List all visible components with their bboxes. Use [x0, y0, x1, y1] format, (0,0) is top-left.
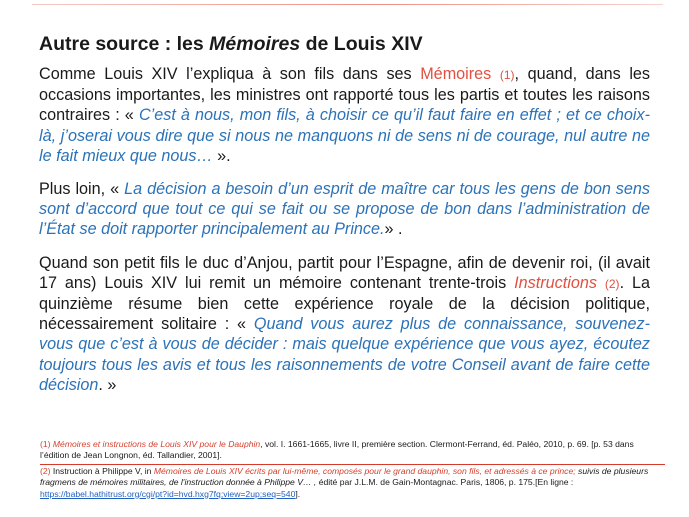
- paragraph-2: Plus loin, « La décision a besoin d’un esprit de maître car tous les gens de bon sens sont d’accord que tout ce qui se fait ou se propose de bon dans l’administration de l’État se doit rapporter principalement au Prince.» .: [39, 180, 650, 239]
- slide-title: Autre source : les Mémoires de Louis XIV: [39, 33, 423, 55]
- decorative-top-line: [32, 4, 663, 5]
- memoires-term: Mémoires: [420, 65, 492, 83]
- footnote-ref-2: (2): [604, 276, 620, 291]
- hathitrust-link[interactable]: https://babel.hathitrust.org/cgi/pt?id=hvd.hxg7fq;view=2up;seq=540: [40, 488, 296, 499]
- footnote-2-title: Mémoires de Louis XIV écrits par lui-même, composés pour le grand dauphin, son fils, et adressés à ce prince;: [153, 465, 579, 476]
- paragraph-3: Quand son petit fils le duc d’Anjou, partit pour l’Espagne, afin de devenir roi, (il avait 17 ans) Louis XIV lui remit un mémoire contenant trente-trois Instructions (2). La quinzième résume bien cette expérience royale de la décision politique, nécessairement solitaire : « Quand vous aurez plus de connaissance, souvenez-vous que c’est à vous de décider : mais quelque expérience que vous ayez, écoutez toujours tous les avis et tous les raisonnements de votre Conseil avant de faire cette décision. »: [39, 253, 650, 394]
- slide-body: [39, 64, 650, 408]
- quote-3: Quand vous aurez plus de connaissance, souvenez-vous que c’est à vous de décider : mais quelque expérience que vous ayez, écoutez toujours tous les avis et tous les raisonnements de votre Conseil avant de faire cette décision: [39, 315, 650, 394]
- footnote-ref-1: (1): [499, 68, 515, 82]
- footnote-2: (2) Instruction à Philippe V, in Mémoires de Louis XIV écrits par lui-même, composés pour le grand dauphin, son fils, et adressés à ce prince; suivis de plusieurs fragmens de mémoires militaires, de l'instruction donnée à Philippe V… , édité par J.L.M. de Gain-Montagnac. Paris, 1806, p. 175.[En ligne : https://babel.hathitrust.org/cgi/pt?id=hvd.hxg7fq;view=2up;seq=540].: [40, 465, 649, 499]
- footnote-1-title: Mémoires et instructions de Louis XIV pour le Dauphin: [52, 439, 261, 449]
- footnotes: [40, 439, 665, 501]
- quote-2: La décision a besoin d’un esprit de maître car tous les gens de bon sens sont d’accord que tout ce qui se fait ou se propose de bon dans l’administration de l’État se doit rapporter principalement au Prince.: [39, 180, 650, 239]
- instructions-term: Instructions: [514, 273, 597, 292]
- paragraph-1: Comme Louis XIV l’expliqua à son fils dans ses Mémoires (1), quand, dans les occasions importantes, les ministres ont rapporté tous les partis et toutes les raisons contraires : « C’est à nous, mon fils, à choisir ce qu’il faut faire en effet ; et ce choix-là, j’oserai vous dire que si nous ne manquons ni de sens ni de courage, nul autre ne le fait mieux que nous… ».: [39, 65, 651, 165]
- title-italic: Mémoires: [209, 33, 301, 55]
- footnote-1: (1) Mémoires et instructions de Louis XIV pour le Dauphin, vol. I. 1661-1665, livre II, première section. Clermont-Ferrand, éd. Paléo, 2010, p. 69. [p. 53 dans l’édition de Jean Longnon, éd. Tallandier, 2001].: [40, 439, 665, 465]
- quote-1: C’est à nous, mon fils, à choisir ce qu’il faut faire en effet ; et ce choix-là, j’oserai vous dire que si nous ne manquons ni de sens ni de courage, nul autre ne le fait mieux que nous…: [39, 106, 650, 165]
